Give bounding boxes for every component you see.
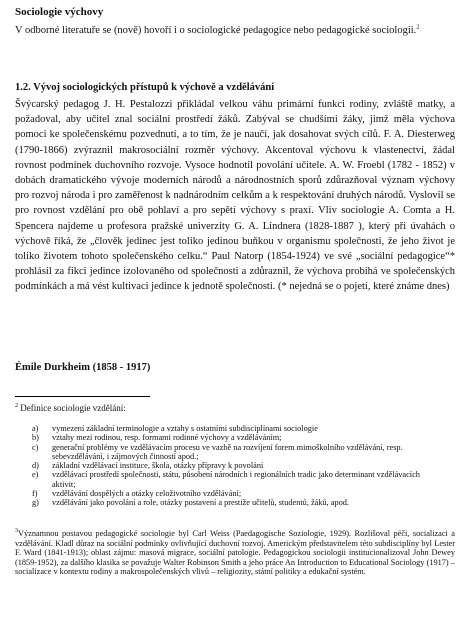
list-item-marker: d) <box>32 461 39 471</box>
list-item <box>32 470 445 489</box>
intro-text: V odborné literatuře se (nově) hovoří i o sociologické pedagogice nebo pedagogické sociologii. <box>15 25 417 36</box>
footnote-3-text: Významnou postavou pedagogické sociologie byl Carl Weiss (Paedagogische Soziologie, 1929). Rozlišoval péči, socializaci a vzdělávání. Kladl důraz na sociální podmínky ovlivňující duchovní rozvoj. Americkým představitelem této subdisciplíny byl Lester F. Ward (1841-1913); oblast zájmu: masová migrace, sociální patologie. Pedagogickou sociologii institucionalizoval John Dewey (1859-1952), za dalšího klasika se považuje Walter Robinson Smith a jeho práce An Introduction to Educational Sociology (1917) – socializace v kontextu rodiny a makrospolečenských vlivů – religiozity, státní politiky a edukační systém. <box>15 529 455 577</box>
list-item <box>32 443 445 462</box>
footnote-separator <box>15 396 150 397</box>
list-item <box>32 461 445 470</box>
list-item <box>32 424 445 433</box>
list-item-text: generační problémy ve vzdělávacím procesu ve vazbě na rozvíjení forem mimoškolního vzdělávání, resp. sebevzdělávání, i zájmových činností apod.; <box>52 442 403 461</box>
list-item-marker: b) <box>32 433 39 443</box>
list-item-marker: c) <box>32 442 39 452</box>
footnote-ref-2[interactable]: 2 <box>416 24 420 31</box>
list-item-text: vzdělávací prostředí společnosti, státu, působení národních i regionálních tradic jako determinant vzdělávacích aktivit; <box>52 470 420 489</box>
intro-paragraph <box>15 24 453 37</box>
list-item-marker: a) <box>32 424 39 433</box>
footnote-2-title: Definice sociologie vzdělání: <box>20 403 126 413</box>
heading-durkheim: Émile Durkheim (1858 - 1917) <box>15 362 151 373</box>
footnote-3-marker: 3 <box>15 528 18 535</box>
section-heading-sociologie-vychovy: Sociologie výchovy <box>15 6 104 18</box>
list-item-text: vztahy mezi rodinou, resp. formami rodinné výchovy a vzděláváním; <box>52 433 282 443</box>
subsection-heading-1-2: 1.2. Vývoj sociologických přístupů k výchově a vzdělávání <box>15 82 275 93</box>
footnote-3 <box>15 529 455 577</box>
footnote-2-marker: 2 <box>15 403 18 409</box>
body-paragraph: Švýcarský pedagog J. H. Pestalozzi přikládal velkou váhu primární funkci rodiny, zvláště matky, a požadoval, aby učitel znal sociální prostředí žáků. Zabýval se chudšími žáky, jimž měla výchova pomoci ke společenskému pozvednutí, a to tím, že je naučí, jak dosahovat svých cílů. F. A. Diesterweg (1790-1866) zvýraznil makrosociální rozměr výchovy. Akcentoval výchovu k vlastenectví, žádal rovnost podmínek duchovního rozvoje. Vysoce hodnotil povolání učitele. A. W. Froebl (1782 - 1852) v dobách dramatického vývoje moderních národů a národnostních sporů zdůrazňoval význam výchovy pro rozvoj národa i pro zaměřenost k nadnárodním celkům a k respektování druhých národů. Vyslovil se pro rovnost vzdělání pro obě pohlaví a pro sepětí výchovy s praxí. Vliv sociologie A. Comta a H. Spencera najdeme u profesora pražské univerzity G. A. Lindnera (1828-1887 ), který při úvahách o výchově říká, že „člověk jedinec jest toliko jedinou buňkou v organismu společnosti, že jeho život je toliko životem tohoto společenského celku.“ Paul Natorp (1854-1924) ve své „sociální pedagogice“* prohlásil za fikci jedince izolovaného od společnosti a zdůraznil, že výchova probíhá ve společenských podmínkách a má vést kultivaci jedince k jednotě společnosti. (* nejedná se o pojetí, které známe dnes) <box>15 99 455 293</box>
footnote-2 <box>15 403 126 413</box>
list-item <box>32 498 445 507</box>
list-item <box>32 489 445 498</box>
list-item-marker: g) <box>32 498 39 508</box>
list-item-marker: f) <box>32 489 38 499</box>
list-item-text: vzdělávání dospělých a otázky celoživotního vzdělávání; <box>52 489 242 499</box>
list-item <box>32 433 445 442</box>
list-item-text: vymezení základní terminologie a vztahy s ostatními subdisciplínami sociologie <box>52 424 318 433</box>
list-item-marker: e) <box>32 470 39 480</box>
list-item-text: vzdělávání jako povolání a role, otázky postavení a prestiže učitelů, studentů, žáků, apod. <box>52 498 349 508</box>
list-item-text: základní vzdělávací instituce, škola, otázky přípravy k povolání <box>52 461 264 471</box>
definition-list <box>32 424 445 508</box>
